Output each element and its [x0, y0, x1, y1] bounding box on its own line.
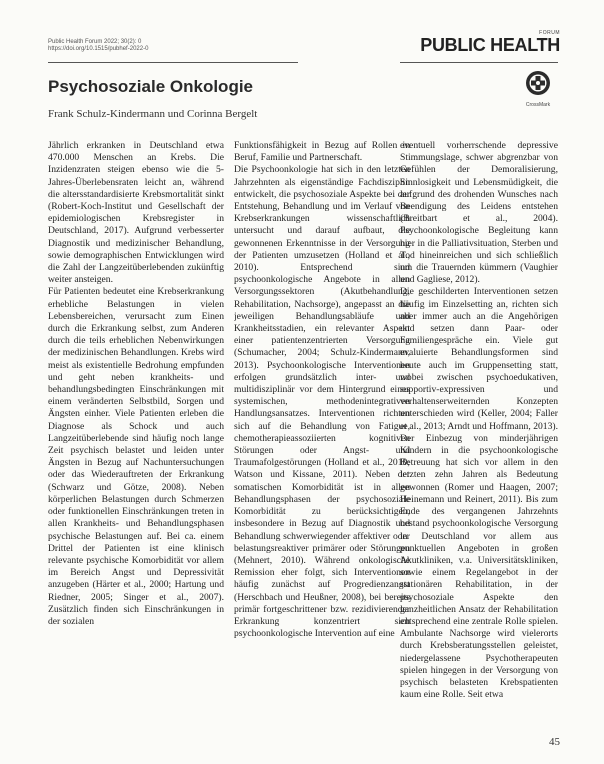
journal-logo [420, 30, 560, 54]
header-rule-right [400, 62, 558, 63]
paragraph: Jährlich erkranken in Deutschland etwa 470.000 Menschen an Krebs. Die Inzidenzraten steigen ebenso wie die 5-Jahres-Überlebensraten leicht an, während die altersstandardisierte Krebsmortalität sinkt (Robert-Koch-Institut und Gesellschaft der epidemiologischen Krebsregister in Deutschland, 2017). Aufgrund verbesserter Diagnostik und medizinischer Behandlung, sowie demographischen Entwicklungen wird die Zahl der Langzeitüberlebenden zukünftig weiter ansteigen. [48, 140, 224, 286]
crossmark-label: CrossMark [525, 102, 551, 108]
crossmark-badge[interactable] [520, 70, 556, 108]
paragraph: eventuell vorherrschende depressive Stimmungslage, schwer abgrenzbar von Gefühlen der Demoralisierung, Sinnlosigkeit und Lebensmüdigkeit, die aufgrund des drohenden Wunsches nach Beendigung des Leidens entstehen (Breitbart et al., 2004). Psychoonkologische Begleitung kann hier in die Palliativsituation, Sterben und Tod hineinreichen und sich schließlich um die Trauernden kümmern (Vaughier und Gagliese, 2012). [400, 140, 558, 286]
article-authors: Frank Schulz-Kindermann und Corinna Bergelt [48, 108, 258, 120]
text-column-2 [234, 140, 410, 740]
journal-issue-line: Public Health Forum 2022; 30(2): 0 [48, 39, 142, 45]
crossmark-icon [525, 70, 551, 96]
paragraph: Die geschilderten Interventionen setzen häufig im Einzelsetting an, richten sich aber immer auch an die Angehörigen und setzen dann Paar- oder Familiengespräche ein. Viele gut evaluierte Behandlungsformen sind heute auch im Gruppensetting statt, wobei zwischen psychoedukativen, supportiv-expressiven und verhaltenserweiternden Konzepten unterschieden wird (Keller, 2004; Faller et al., 2013; Arndt und Hoffmann, 2013). Der Einbezug von minderjährigen Kindern in die psychoonkologische Betreuung hat sich vor allem in den letzten zehn Jahren als Bedeutung gewonnen (Romer und Haagen, 2007; Heinemann und Reinert, 2011). Bis zum Ende des vergangenen Jahrzehnts bestand psychoonkologische Versorgung in Deutschland vor allem aus punktuellen Angeboten in großen Akutkliniken, v.a. Universitätskliniken, sowie einem Regelangebot in der stationären Rehabilitation, in der psychosoziale Aspekte den ganzheitlichen Ansatz der Rehabilitation entsprechend eine zentrale Rolle spielen. Ambulante Nachsorge wird vielerorts durch Krebsberatungsstellen geleistet, niedergelassene Psychotherapeuten spielen hingegen in der Versorgung von psychisch belasteten Krebspatienten kaum eine Rolle. Seit etwa [400, 286, 558, 701]
journal-logo-name: PUBLIC HEALTH [420, 35, 560, 55]
article-title: Psychosoziale Onkologie [48, 77, 254, 96]
paragraph: Für Patienten bedeutet eine Krebserkrankung erhebliche Belastungen in vielen Lebensbereichen, verursacht zum Einen durch die Erkrankung selbst, zum Anderen durch die teils erheblichen Nebenwirkungen der medizinischen Behandlungen. Krebs wird meist als existentielle Bedrohung empfunden und geht neben krankheits- und behandlungsbedingten Einschränkungen mit einem veränderten Selbstbild, Sorgen und Ängsten einher. Viele Patienten erleben die Diagnose als Schock und auch Langzeitüberlebende sind häufig noch lange Zeit psychisch belastet und leiden unter Ängsten in Bezug auf Nachuntersuchungen oder das Wiederauftreten der Erkrankung (Schwarz und Götze, 2008). Neben körperlichen Belastungen durch Schmerzen oder funktionellen Einschränkungen treten in allen Krankheits- und Behandlungsphasen psychische Belastungen auf. Bei ca. einem Drittel der Patienten ist eine klinisch relevante psychische Komorbidität vor allem im Bereich Angst und Depressivität anzugeben (Härter et al., 2000; Hartung und Riedner, 2005; Singer et al., 2007). Zusätzlich finden sich Einschränkungen in der sozialen [48, 286, 224, 627]
journal-logo-supertitle: FORUM [539, 30, 560, 36]
journal-citation [48, 39, 148, 53]
text-column-1 [48, 140, 224, 740]
journal-doi-line[interactable]: https://doi.org/10.1515/pubhef-2022-0 [48, 46, 149, 52]
header-rule-left [48, 62, 298, 63]
text-column-3 [400, 140, 558, 740]
paragraph: Funktionsfähigkeit in Bezug auf Rollen in Beruf, Familie und Partnerschaft. [234, 140, 410, 164]
paragraph: Die Psychoonkologie hat sich in den letzten Jahrzehnten als eigenständige Fachdisziplin entwickelt, die psychosoziale Aspekte bei der Entstehung, Behandlung und im Verlauf von Krebserkrankungen wissenschaftlich untersucht und darauf aufbaut, die gewonnenen Erkenntnisse in der Versorgung der Patienten umzusetzen (Holland et al., 2010). Entsprechend sind psychoonkologische Angebote in allen Versorgungssektoren (Akutbehandlung, Rehabilitation, Nachsorge), angepasst an die jeweiligen Behandlungsabläufe und Krankheitsstadien, ein relevanter Aspekt einer patientenzentrierten Versorgung (Schumacher, 2004; Schulz-Kindermann, 2013). Psychoonkologische Interventionen erfolgen grundsätzlich inter- und multidisziplinär vor dem Hintergrund eines systemischen, methodenintegrativen Handlungsansatzes. Interventionen richten sich auf die Behandlung von Fatigue, chemotherapieassoziierten kognitiven Störungen oder Angst- und Traumafolgestörungen (Holland et al., 2010; Watson und Kissane, 2011). Neben der somatischen Komorbidität ist in allen Behandlungsphasen der psychosoziale Komorbidität zu berücksichtigen, insbesondere in Bezug auf Diagnostik und Behandlung schwerwiegender affektiver oder belastungsreaktiver primärer oder Störungen (Mehnert, 2010). Während onkologische Remission eher folgt, sich Interventionen häufig zunächst auf Progredienzangst (Herschbach und Heußner, 2008), bei bereits primär fortgeschrittener bzw. rezidivierender Erkrankung konzentriert sich psychoonkologische Intervention auf eine [234, 164, 410, 640]
page-number: 45 [549, 736, 560, 748]
